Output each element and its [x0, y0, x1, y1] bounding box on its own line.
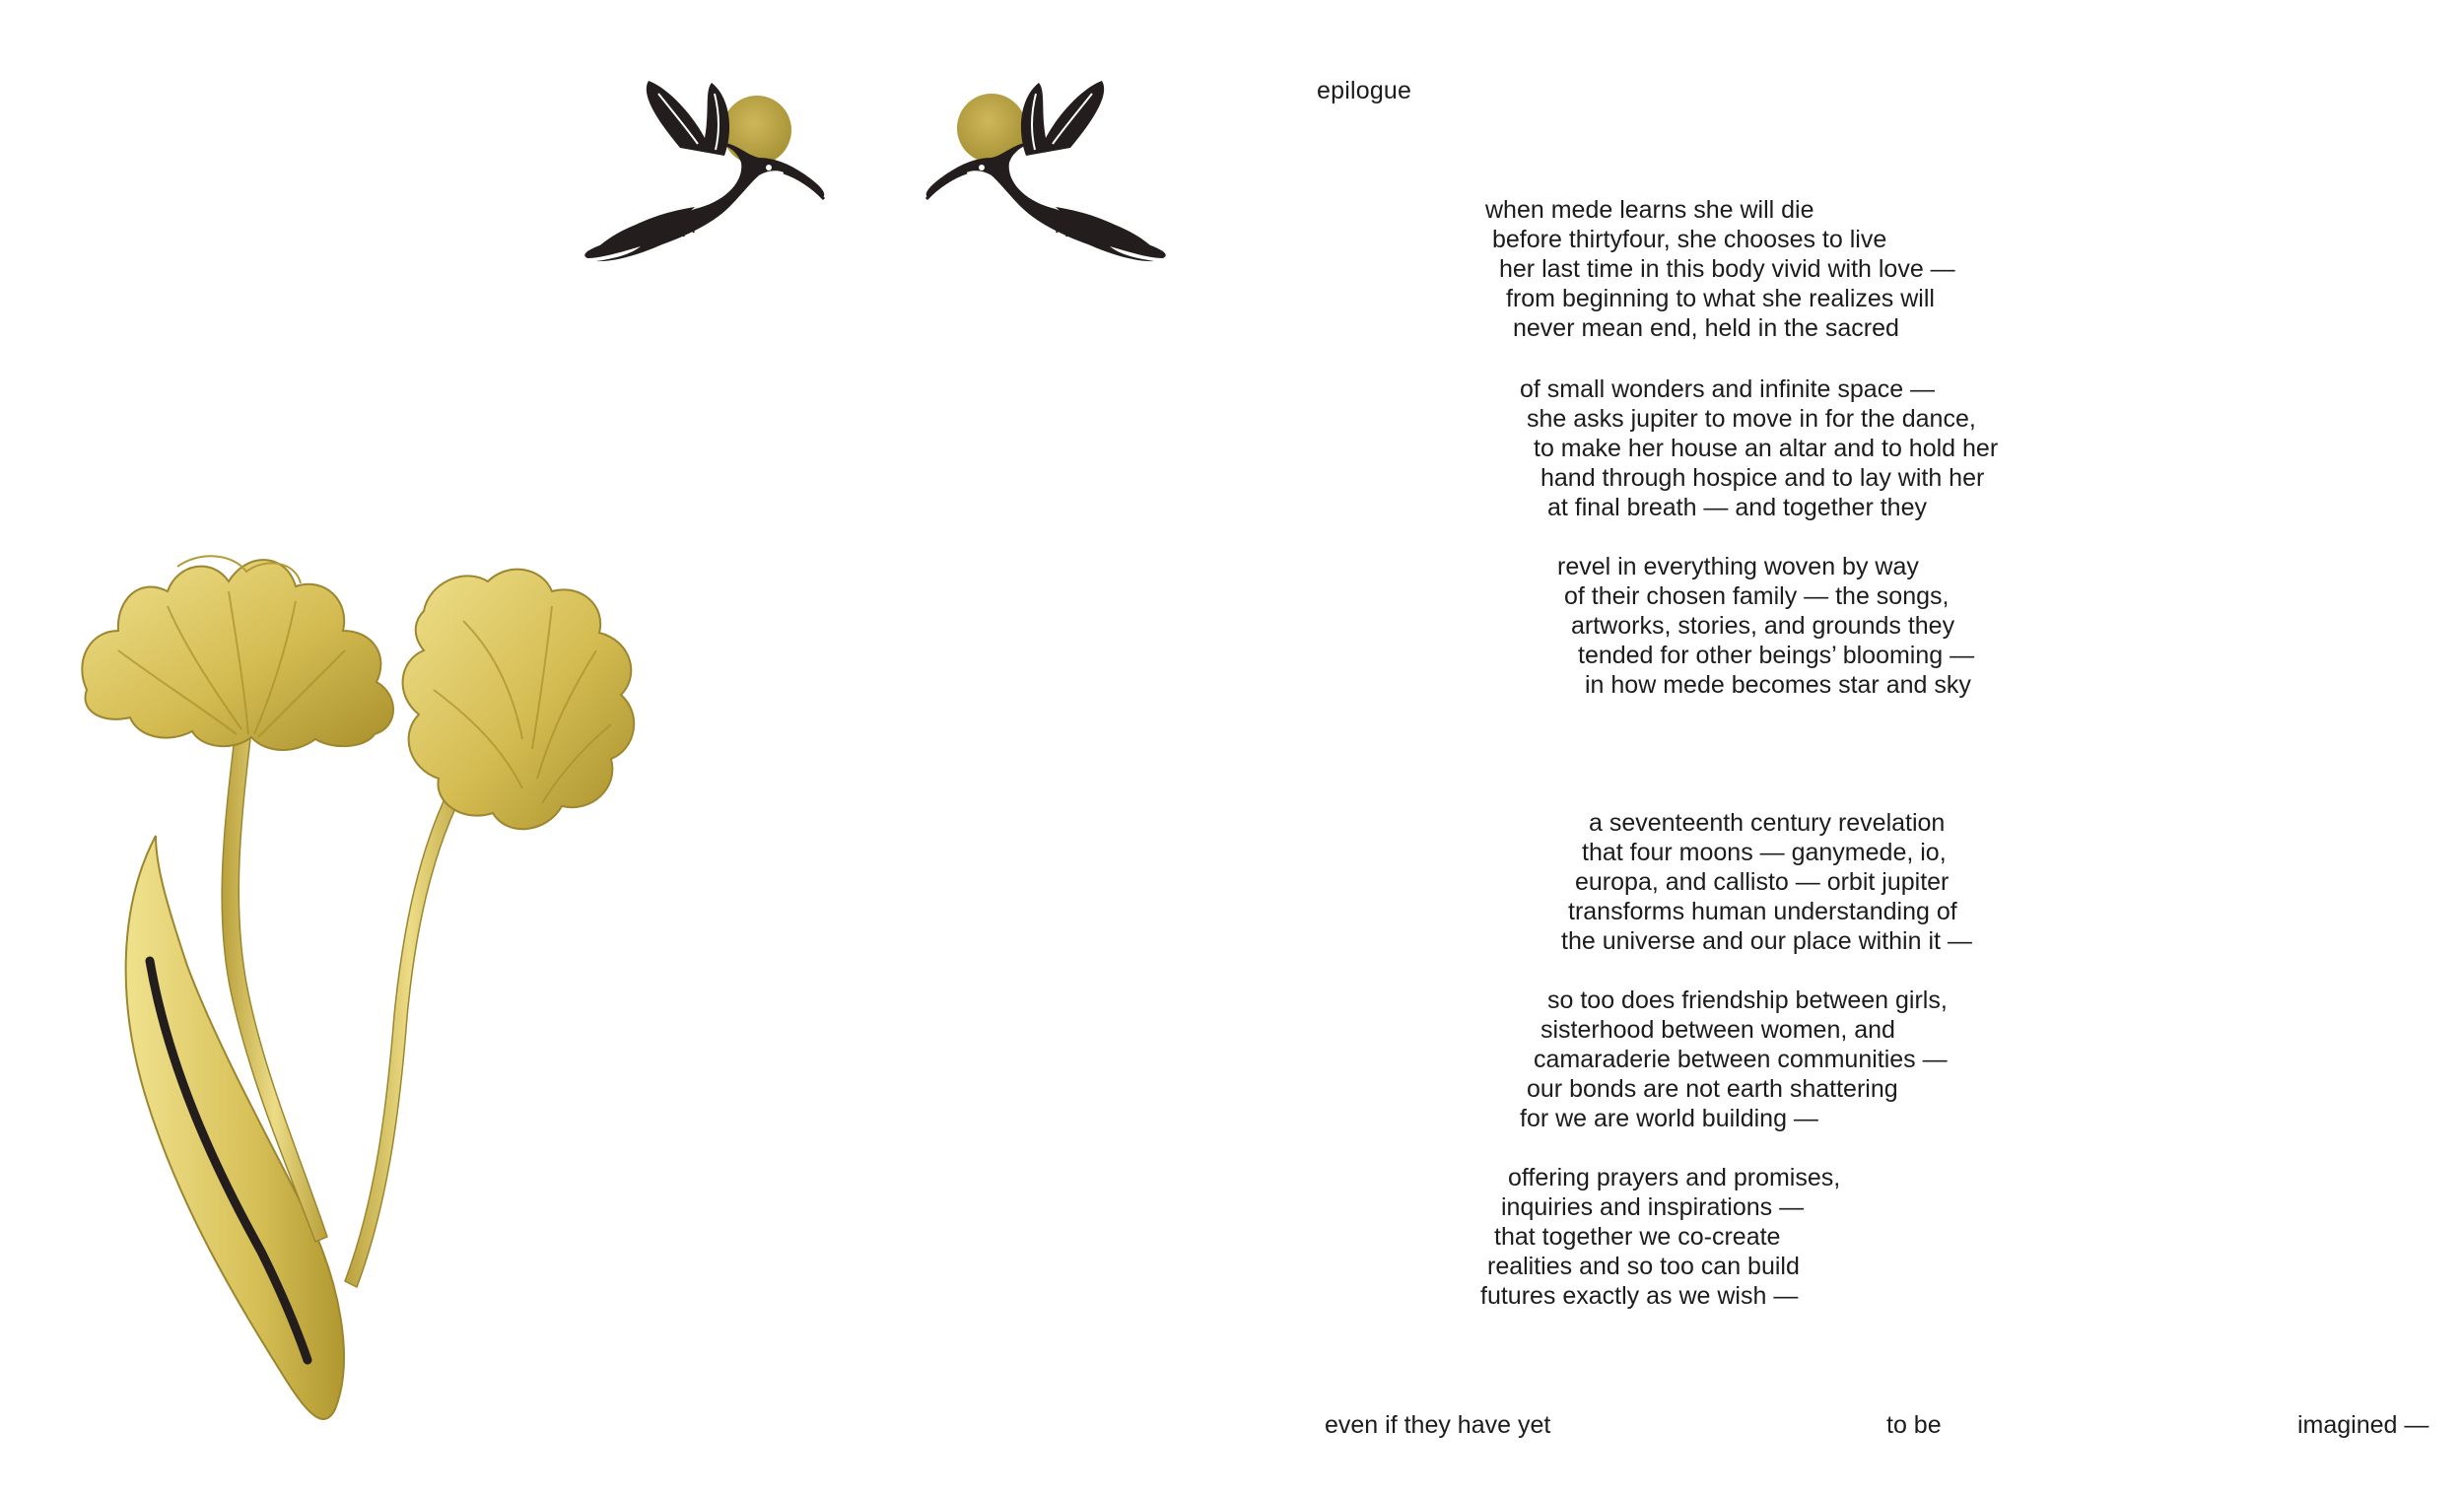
sun-icon [957, 94, 1026, 163]
poem-line: for we are world building — [1520, 1105, 1818, 1132]
flower-stem-left [222, 719, 327, 1242]
poem-line: europa, and callisto — orbit jupiter [1575, 868, 1950, 896]
gold-flower-illustration [82, 556, 634, 1419]
poem-line: our bonds are not earth shattering [1527, 1075, 1898, 1103]
hummingbird-right-icon [926, 81, 1166, 261]
poem-line: of their chosen family — the songs, [1564, 582, 1950, 610]
footer-right-text: imagined — [2297, 1411, 2430, 1439]
poem-line: in how mede becomes star and sky [1585, 671, 1971, 699]
poem-line: she asks jupiter to move in for the dance, [1527, 405, 1976, 433]
flower-bloom-right [403, 570, 635, 830]
footer-middle-text: to be [1886, 1411, 1942, 1439]
poem-line: sisterhood between women, and [1540, 1016, 1895, 1044]
poem-line: the universe and our place within it — [1561, 927, 1972, 955]
poem-line: from beginning to what she realizes will [1506, 285, 1935, 312]
poem-line: artworks, stories, and grounds they [1571, 612, 1955, 640]
poem-line: realities and so too can build [1487, 1253, 1800, 1280]
poem-line: hand through hospice and to lay with her [1540, 464, 1985, 492]
poem-line: of small wonders and infinite space — [1520, 375, 1936, 403]
poem-line: camaraderie between communities — [1534, 1046, 1948, 1073]
poem-line: offering prayers and promises, [1508, 1164, 1841, 1191]
footer-left-text: even if they have yet [1325, 1411, 1551, 1439]
poem-line: transforms human understanding of [1568, 898, 1957, 925]
poem-line: never mean end, held in the sacred [1513, 314, 1899, 342]
poem-line: to make her house an altar and to hold her [1534, 435, 1999, 462]
poem-line: that four moons — ganymede, io, [1582, 839, 1947, 866]
poem-line: at final breath — and together they [1547, 494, 1927, 521]
sun-icon [722, 96, 791, 165]
poem-line: before thirtyfour, she chooses to live [1492, 226, 1887, 253]
hummingbird-left-icon [584, 81, 824, 261]
flower-leaf [126, 836, 344, 1419]
poem-line: that together we co-create [1494, 1223, 1781, 1251]
poem-line: futures exactly as we wish — [1480, 1282, 1799, 1310]
poem-line: when mede learns she will die [1485, 196, 1814, 224]
flower-stem-right [345, 764, 475, 1287]
poem-line: so too does friendship between girls, [1547, 986, 1948, 1014]
poem-line: her last time in this body vivid with love — [1499, 255, 1955, 283]
flower-bloom-left [82, 560, 393, 750]
poem-line: revel in everything woven by way [1557, 553, 1919, 580]
leaf-vein [150, 961, 308, 1360]
poem-line: a seventeenth century revelation [1589, 809, 1946, 837]
page-title: epilogue [1317, 77, 1412, 104]
poem-line: inquiries and inspirations — [1501, 1193, 1805, 1221]
poem-line: tended for other beings’ blooming — [1578, 642, 1975, 669]
